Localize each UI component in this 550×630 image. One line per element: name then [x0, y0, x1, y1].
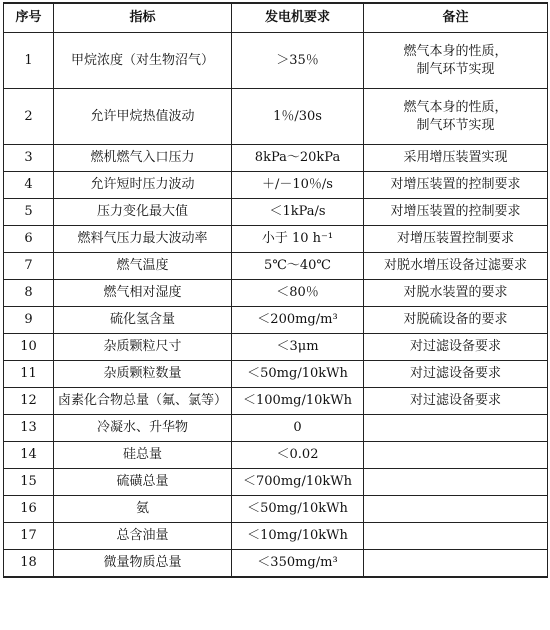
cell-no: 11 [4, 361, 54, 388]
cell-note [364, 226, 548, 253]
cell-requirement: ＜1kPa/s [232, 199, 364, 226]
cell-note [364, 388, 548, 415]
note-line: 对脱硫设备的要求 [403, 312, 508, 327]
cell-note [364, 89, 548, 145]
cell-no: 6 [4, 226, 54, 253]
cell-requirement: 8kPa～20kPa [232, 145, 364, 172]
cell-no: 4 [4, 172, 54, 199]
cell-note [364, 442, 548, 469]
cell-indicator: 硫磺总量 [54, 469, 232, 496]
table-row [4, 442, 548, 469]
cell-indicator: 硫化氢含量 [54, 307, 232, 334]
cell-indicator: 总含油量 [54, 523, 232, 550]
note-line: 对增压装置的控制要求 [390, 177, 521, 192]
table-row [4, 334, 548, 361]
cell-note [364, 280, 548, 307]
note-line: 对过滤设备要求 [409, 393, 501, 408]
cell-indicator: 硅总量 [54, 442, 232, 469]
note-line: 对增压装置的控制要求 [390, 204, 521, 219]
table-row [4, 307, 548, 334]
cell-no: 16 [4, 496, 54, 523]
cell-requirement: ＞35％ [232, 33, 364, 89]
cell-indicator: 微量物质总量 [54, 550, 232, 578]
cell-no: 2 [4, 89, 54, 145]
cell-no: 18 [4, 550, 54, 578]
note-line: 对脱水增压设备过滤要求 [383, 258, 527, 273]
cell-requirement: ＋/－10％/s [232, 172, 364, 199]
cell-requirement: ＜50mg/10kWh [232, 361, 364, 388]
cell-indicator: 卤素化合物总量（氟、氯等） [54, 388, 232, 415]
cell-requirement: ＜0.02 [232, 442, 364, 469]
note-line: 制气环节实现 [416, 61, 495, 77]
note-line: 燃气本身的性质， [403, 99, 508, 115]
cell-no: 3 [4, 145, 54, 172]
table-row [4, 388, 548, 415]
note-line: 制气环节实现 [416, 117, 495, 133]
cell-no: 14 [4, 442, 54, 469]
cell-note [364, 361, 548, 388]
cell-note [364, 496, 548, 523]
cell-indicator: 压力变化最大值 [54, 199, 232, 226]
cell-no: 7 [4, 253, 54, 280]
cell-requirement: ＜350mg/m³ [232, 550, 364, 578]
cell-note [364, 199, 548, 226]
header-note: 备注 [364, 3, 548, 33]
cell-note [364, 415, 548, 442]
cell-note [364, 33, 548, 89]
note-line: 对脱水装置的要求 [403, 285, 508, 300]
cell-requirement: 0 [232, 415, 364, 442]
header-no: 序号 [4, 3, 54, 33]
note-line: 对过滤设备要求 [409, 339, 501, 354]
cell-note [364, 469, 548, 496]
note-line: 对增压装置控制要求 [396, 231, 514, 246]
generator-requirements-table [3, 2, 548, 578]
cell-requirement: ＜50mg/10kWh [232, 496, 364, 523]
cell-requirement: ＜200mg/m³ [232, 307, 364, 334]
table-row [4, 523, 548, 550]
cell-note [364, 334, 548, 361]
cell-requirement: ＜700mg/10kWh [232, 469, 364, 496]
cell-no: 1 [4, 33, 54, 89]
cell-no: 15 [4, 469, 54, 496]
cell-note [364, 253, 548, 280]
cell-indicator: 氨 [54, 496, 232, 523]
cell-no: 13 [4, 415, 54, 442]
cell-no: 12 [4, 388, 54, 415]
table-row [4, 89, 548, 145]
cell-no: 8 [4, 280, 54, 307]
cell-indicator: 杂质颗粒数量 [54, 361, 232, 388]
cell-requirement: ＜10mg/10kWh [232, 523, 364, 550]
table-body [4, 33, 548, 578]
cell-indicator: 允许短时压力波动 [54, 172, 232, 199]
cell-no: 9 [4, 307, 54, 334]
table-row [4, 226, 548, 253]
cell-indicator: 燃气温度 [54, 253, 232, 280]
cell-note [364, 145, 548, 172]
cell-indicator: 甲烷浓度（对生物沼气） [54, 33, 232, 89]
cell-indicator: 允许甲烷热值波动 [54, 89, 232, 145]
cell-indicator: 燃料气压力最大波动率 [54, 226, 232, 253]
cell-requirement: ＜100mg/10kWh [232, 388, 364, 415]
table-row [4, 172, 548, 199]
cell-note [364, 550, 548, 578]
table-row [4, 199, 548, 226]
cell-requirement: 小于 10 h⁻¹ [232, 226, 364, 253]
cell-requirement: 1％/30s [232, 89, 364, 145]
cell-no: 17 [4, 523, 54, 550]
note-line: 对过滤设备要求 [409, 366, 501, 381]
cell-requirement: ＜80％ [232, 280, 364, 307]
table-row [4, 496, 548, 523]
cell-note [364, 172, 548, 199]
table-row [4, 469, 548, 496]
cell-indicator: 燃机燃气入口压力 [54, 145, 232, 172]
cell-requirement: 5℃～40℃ [232, 253, 364, 280]
note-line: 燃气本身的性质， [403, 43, 508, 59]
note-line: 采用增压装置实现 [403, 150, 508, 165]
cell-note [364, 523, 548, 550]
cell-indicator: 杂质颗粒尺寸 [54, 334, 232, 361]
cell-indicator: 燃气相对湿度 [54, 280, 232, 307]
table-row [4, 550, 548, 578]
requirements-table-container [3, 2, 547, 578]
table-row [4, 253, 548, 280]
header-requirement: 发电机要求 [232, 3, 364, 33]
header-row [4, 3, 548, 33]
table-row [4, 415, 548, 442]
table-row [4, 145, 548, 172]
cell-requirement: ＜3μm [232, 334, 364, 361]
table-row [4, 361, 548, 388]
table-row [4, 33, 548, 89]
header-indicator: 指标 [54, 3, 232, 33]
cell-indicator: 冷凝水、升华物 [54, 415, 232, 442]
table-row [4, 280, 548, 307]
cell-no: 10 [4, 334, 54, 361]
cell-no: 5 [4, 199, 54, 226]
cell-note [364, 307, 548, 334]
